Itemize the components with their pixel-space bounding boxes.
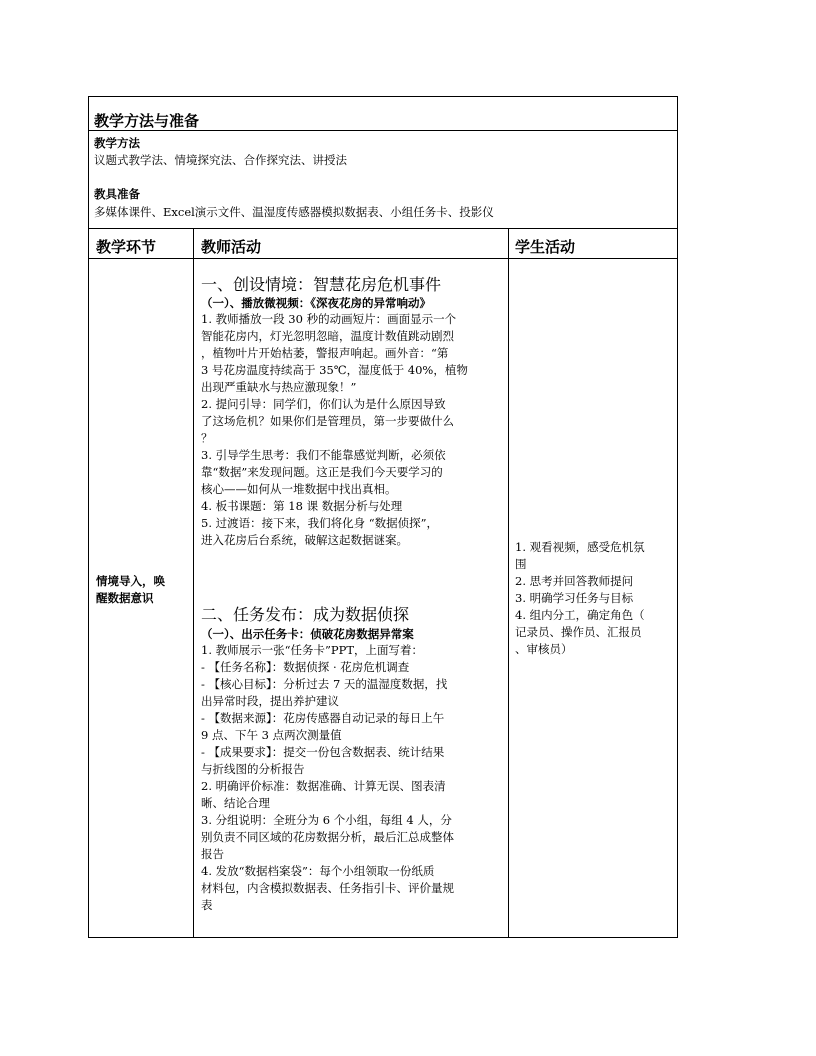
- text-line: - 【成果要求】：提交一份包含数据表、统计结果: [201, 745, 445, 759]
- text-line: 了这场危机？如果你们是管理员，第一步要做什么: [201, 414, 454, 428]
- text-line: 、审核员）: [515, 642, 573, 656]
- section1-title: 一、创设情境：智慧花房危机事件: [201, 275, 442, 294]
- header-teacher-activity: 教师活动: [201, 238, 262, 256]
- text-line: 3. 明确学习任务与目标: [515, 591, 634, 605]
- section2-body: [201, 642, 454, 914]
- text-line: 2. 思考并回答教师提问: [515, 574, 634, 588]
- text-line: 与折线图的分析报告: [201, 762, 305, 776]
- text-line: 5. 过渡语：接下来，我们将化身 “数据侦探”，: [201, 516, 439, 530]
- methods-text: 议题式教学法、情境探究法、合作探究法、讲授法: [94, 153, 347, 167]
- text-line: 出现严重缺水与热应激现象！”: [201, 380, 357, 394]
- tools-label: 教具准备: [94, 187, 140, 201]
- header-student-activity: 学生活动: [515, 238, 576, 256]
- student-activities: [515, 539, 645, 658]
- stage-label-line: 醒数据意识: [96, 591, 154, 605]
- column-divider: [193, 228, 194, 938]
- row-divider: [88, 228, 678, 229]
- text-line: 9 点、下午 3 点两次测量值: [201, 728, 342, 742]
- text-line: 表: [201, 898, 213, 912]
- section1-body: [201, 311, 468, 549]
- text-line: 靠“数据”来发现问题。这正是我们今天要学习的: [201, 465, 443, 479]
- text-line: ？: [201, 431, 213, 445]
- stage-label: [96, 573, 165, 607]
- text-line: - 【核心目标】：分析过去 7 天的温湿度数据，找: [201, 677, 448, 691]
- text-line: 1. 教师播放一段 30 秒的动画短片：画面显示一个: [201, 312, 457, 326]
- text-line: 3. 分组说明：全班分为 6 个小组，每组 4 人，分: [201, 813, 452, 827]
- text-line: 围: [515, 557, 527, 571]
- stage-label-line: 情境导入，唤: [96, 574, 165, 588]
- methods-label: 教学方法: [94, 136, 140, 150]
- text-line: - 【任务名称】：数据侦探 · 花房危机调查: [201, 660, 410, 674]
- text-line: 核心——如何从一堆数据中找出真相。: [201, 482, 397, 496]
- text-line: 别负责不同区域的花房数据分析，最后汇总成整体: [201, 830, 454, 844]
- prep-heading: 教学方法与准备: [94, 112, 200, 130]
- section2-title: 二、任务发布：成为数据侦探: [201, 605, 410, 624]
- text-line: 晰、结论合理: [201, 796, 270, 810]
- text-line: 进入花房后台系统，破解这起数据谜案。: [201, 533, 408, 547]
- section1-subtitle: （一）、播放微视频：《深夜花房的异常响动》: [201, 296, 431, 310]
- header-stage: 教学环节: [96, 238, 157, 256]
- text-line: 报告: [201, 847, 224, 861]
- section2-subtitle: （一）、出示任务卡：侦破花房数据异常案: [201, 627, 414, 641]
- column-divider: [508, 228, 509, 938]
- text-line: - 【数据来源】：花房传感器自动记录的每日上午: [201, 711, 445, 725]
- text-line: 材料包，内含模拟数据表、任务指引卡、评价量规: [201, 881, 454, 895]
- text-line: 4. 组内分工，确定角色（: [515, 608, 645, 622]
- text-line: 记录员、操作员、汇报员: [515, 625, 642, 639]
- text-line: 4. 板书课题：第 18 课 数据分析与处理: [201, 499, 403, 513]
- row-divider: [88, 258, 678, 259]
- text-line: 2. 明确评价标准：数据准确、计算无误、图表清: [201, 779, 446, 793]
- text-line: 1. 观看视频，感受危机氛: [515, 540, 645, 554]
- text-line: 3. 引导学生思考：我们不能靠感觉判断，必须依: [201, 448, 446, 462]
- text-line: 出异常时段，提出养护建议: [201, 694, 339, 708]
- tools-text: 多媒体课件、Excel演示文件、温湿度传感器模拟数据表、小组任务卡、投影仪: [94, 205, 494, 219]
- text-line: ，植物叶片开始枯萎，警报声响起。画外音：“第: [201, 346, 449, 360]
- text-line: 1. 教师展示一张“任务卡”PPT，上面写着：: [201, 643, 424, 657]
- text-line: 智能花房内，灯光忽明忽暗，温度计数值跳动剧烈: [201, 329, 454, 343]
- text-line: 3 号花房温度持续高于 35℃，湿度低于 40%，植物: [201, 363, 468, 377]
- text-line: 2. 提问引导：同学们，你们认为是什么原因导致: [201, 397, 446, 411]
- text-line: 4. 发放“数据档案袋”：每个小组领取一份纸质: [201, 864, 435, 878]
